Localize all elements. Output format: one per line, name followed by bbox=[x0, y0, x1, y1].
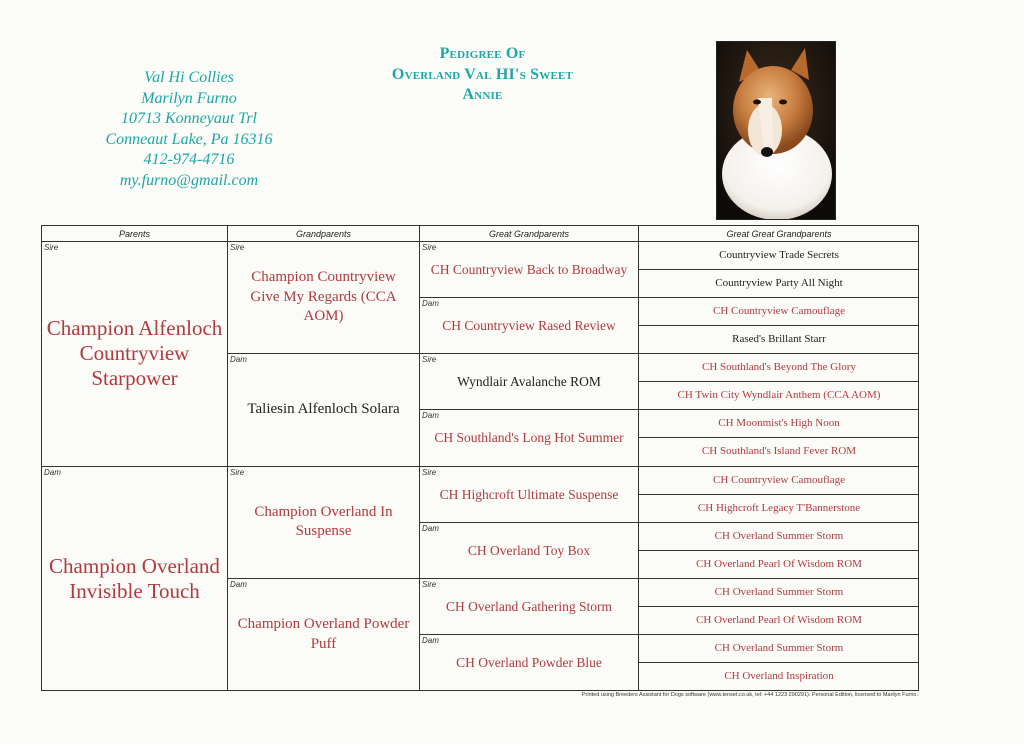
great-great-grandparent-cell bbox=[639, 438, 919, 466]
great-great-grandparent-name: CH Twin City Wyndlair Anthem (CCA AOM) bbox=[677, 389, 881, 402]
email-address[interactable]: my.furno@gmail.com bbox=[119, 171, 259, 189]
sire-label: Sire bbox=[422, 467, 437, 477]
great-grandparent-name: CH Countryview Back to Broadway bbox=[430, 262, 628, 278]
great-great-grandparent-cell bbox=[639, 607, 919, 635]
great-grandparent-name: CH Overland Powder Blue bbox=[456, 655, 602, 671]
grandparent-name: Taliesin Alfenloch Solara bbox=[247, 401, 400, 418]
great-great-grandparent-name: CH Overland Pearl Of Wisdom ROM bbox=[696, 557, 862, 570]
great-grandparent-name: CH Southland's Long Hot Summer bbox=[434, 430, 624, 446]
grandparent-cell bbox=[228, 579, 420, 691]
great-great-grandparent-name: CH Overland Inspiration bbox=[724, 670, 834, 683]
collie-dog-photo bbox=[716, 41, 836, 220]
great-grandparent-cell bbox=[420, 242, 639, 298]
great-grandparent-cell bbox=[420, 523, 639, 579]
great-great-grandparent-name: Countryview Party All Night bbox=[715, 277, 843, 290]
kennel-name: Val Hi Collies bbox=[144, 69, 234, 86]
great-great-grandparent-name: Rased's Brillant Starr bbox=[732, 333, 826, 346]
great-grandparent-cell bbox=[420, 410, 639, 466]
great-grandparent-cell bbox=[420, 298, 639, 354]
grandparent-cell bbox=[228, 242, 420, 354]
parent-name: Champion Overland Invisible Touch bbox=[49, 553, 220, 603]
sire-label: Sire bbox=[422, 579, 437, 589]
great-great-grandparent-cell bbox=[639, 242, 919, 270]
great-great-grandparent-name: CH Countryview Camouflage bbox=[713, 305, 845, 318]
grandparent-cell bbox=[228, 467, 420, 579]
great-great-grandparent-cell bbox=[639, 495, 919, 523]
great-grandparent-name: CH Overland Gathering Storm bbox=[445, 598, 613, 614]
title-line-2: Overland Val HI's Sweet bbox=[391, 65, 574, 83]
great-great-grandparent-cell bbox=[639, 663, 919, 691]
great-great-grandparent-cell bbox=[639, 270, 919, 298]
sire-label: Sire bbox=[230, 467, 245, 477]
great-grandparent-cell bbox=[420, 354, 639, 410]
great-great-grandparent-name: CH Overland Pearl Of Wisdom ROM bbox=[696, 613, 862, 626]
great-great-grandparent-cell bbox=[639, 354, 919, 382]
dam-label: Dam bbox=[230, 355, 247, 365]
great-great-grandparent-name: CH Southland's Beyond The Glory bbox=[702, 361, 856, 374]
great-grandparent-cell bbox=[420, 467, 639, 523]
sire-label: Sire bbox=[44, 243, 59, 252]
title-line-1: Pedigree Of bbox=[439, 45, 526, 62]
dam-label: Dam bbox=[422, 523, 439, 533]
dam-label: Dam bbox=[422, 635, 439, 645]
phone-number: 412-974-4716 bbox=[143, 151, 235, 169]
great-great-grandparent-name: CH Countryview Camouflage bbox=[713, 473, 845, 486]
grandparent-name: Champion Overland In Suspense bbox=[254, 503, 393, 540]
parent-cell bbox=[42, 242, 228, 467]
great-great-grandparent-cell bbox=[639, 298, 919, 326]
great-great-grandparent-cell bbox=[639, 579, 919, 607]
dam-label: Dam bbox=[422, 411, 439, 421]
sire-label: Sire bbox=[422, 243, 437, 252]
great-great-grandparent-cell bbox=[639, 523, 919, 551]
dam-label: Dam bbox=[230, 579, 247, 589]
pedigree-title bbox=[340, 44, 625, 106]
owner-name: Marilyn Furno bbox=[141, 89, 237, 107]
street-address: 10713 Konneyaut Trl bbox=[120, 110, 257, 128]
great-great-grandparent-cell bbox=[639, 467, 919, 495]
parent-cell bbox=[42, 467, 228, 692]
great-great-grandparent-name: Countryview Trade Secrets bbox=[719, 249, 839, 262]
great-great-grandparent-name: CH Southland's Island Fever ROM bbox=[701, 445, 857, 458]
grandparent-cell bbox=[228, 354, 420, 466]
title-line-3: Annie bbox=[462, 86, 503, 103]
great-great-grandparent-name: CH Overland Summer Storm bbox=[714, 641, 844, 654]
great-great-grandparent-cell bbox=[639, 635, 919, 663]
great-grandparent-cell bbox=[420, 635, 639, 691]
great-grandparent-name: Wyndlair Avalanche ROM bbox=[457, 374, 601, 390]
dam-label: Dam bbox=[44, 467, 61, 477]
great-great-grandparent-name: CH Overland Summer Storm bbox=[714, 585, 844, 598]
grandparent-name: Champion Overland Powder Puff bbox=[237, 616, 410, 652]
breeder-info bbox=[74, 68, 304, 192]
header-parents: Parents bbox=[42, 226, 228, 242]
dam-label: Dam bbox=[422, 299, 439, 309]
great-great-grandparent-cell bbox=[639, 410, 919, 438]
great-grandparent-cell bbox=[420, 579, 639, 635]
sire-label: Sire bbox=[422, 355, 437, 365]
collie-dog-icon bbox=[717, 42, 835, 219]
header-great-grandparents: Great Grandparents bbox=[420, 226, 639, 242]
header-great-great-grandparents: Great Great Grandparents bbox=[639, 226, 919, 242]
city-state-zip: Conneaut Lake, Pa 16316 bbox=[105, 130, 273, 148]
great-great-grandparent-name: CH Overland Summer Storm bbox=[714, 529, 844, 542]
grandparent-name: Champion Countryview Give My Regards (CCA AOM) bbox=[250, 269, 397, 325]
great-great-grandparent-name: CH Moonmist's High Noon bbox=[718, 417, 840, 430]
great-grandparent-name: CH Overland Toy Box bbox=[467, 542, 591, 558]
great-great-grandparent-cell bbox=[639, 326, 919, 354]
great-grandparent-name: CH Countryview Rased Review bbox=[442, 318, 616, 334]
sire-label: Sire bbox=[230, 243, 245, 252]
software-footer: Printed using Breeders Assistant for Dogs software (www.tenset.co.uk, tel: +44 1223 290291). Personal Edition, licensed to Marilyn Furno. bbox=[581, 692, 918, 698]
great-great-grandparent-name: CH Highcroft Legacy T'Bannerstone bbox=[697, 501, 861, 514]
great-great-grandparent-cell bbox=[639, 551, 919, 579]
great-great-grandparent-cell bbox=[639, 382, 919, 410]
parent-name: Champion Alfenloch Countryview Starpower bbox=[46, 316, 223, 391]
pedigree-table bbox=[41, 225, 919, 691]
great-grandparent-name: CH Highcroft Ultimate Suspense bbox=[439, 486, 619, 502]
header-grandparents: Grandparents bbox=[228, 226, 420, 242]
